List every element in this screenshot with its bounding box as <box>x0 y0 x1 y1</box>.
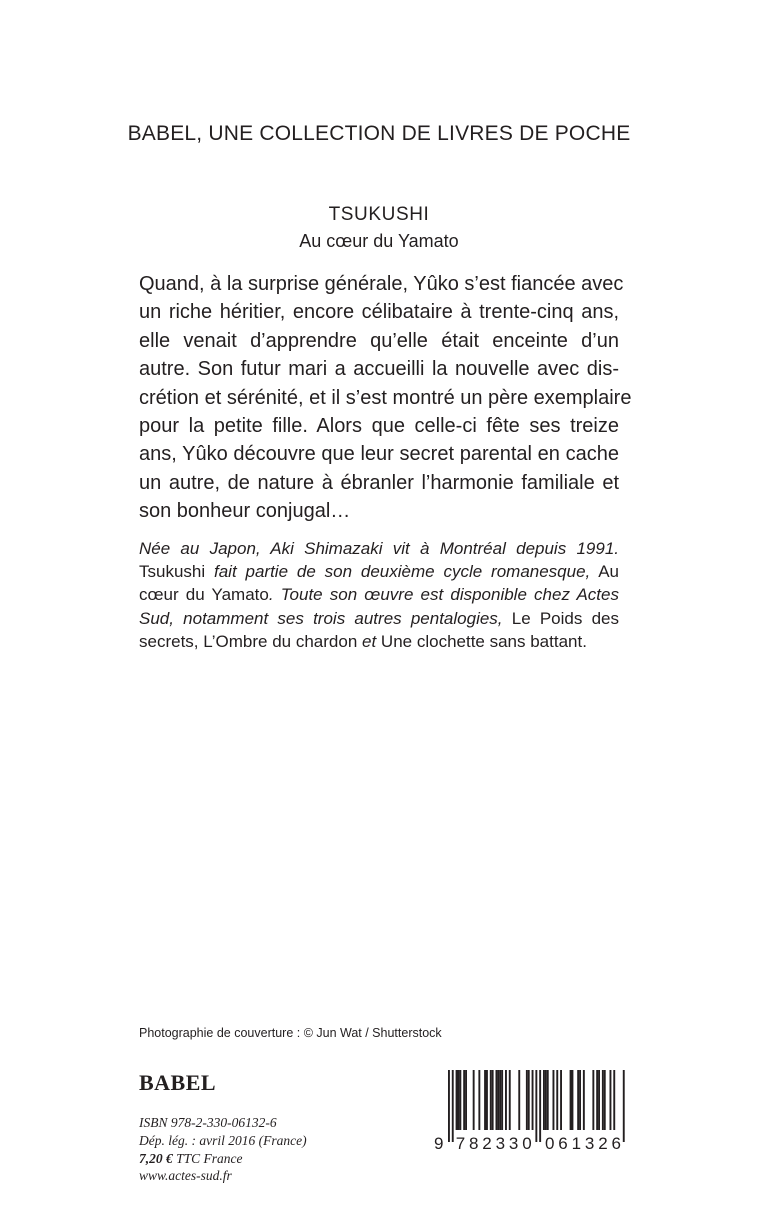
series-title-ref: Le Poids des <box>502 608 619 628</box>
barcode-digit: 0 <box>522 1134 532 1153</box>
author-bio <box>139 537 619 653</box>
barcode-bar <box>577 1070 579 1130</box>
synopsis-line: pour la petite fille. Alors que celle-ci fête ses treize <box>139 415 619 438</box>
barcode-bar <box>501 1070 503 1130</box>
barcode-bar <box>570 1070 572 1130</box>
synopsis <box>139 270 632 526</box>
cycle-title-ref: cœur du Yamato <box>139 585 269 605</box>
barcode-bar <box>473 1070 475 1130</box>
barcode-bar <box>598 1070 600 1130</box>
series-title-ref: secrets <box>139 631 194 651</box>
website: www.actes-sud.fr <box>139 1168 232 1184</box>
barcode-bar <box>526 1070 528 1130</box>
period: . <box>582 631 587 651</box>
book-subtitle: Au cœur du Yamato <box>299 231 459 251</box>
synopsis-line: autre. Son futur mari a accueilli la nouvelle avec dis- <box>139 358 619 381</box>
isbn: ISBN 978-2-330-06132-6 <box>139 1115 277 1130</box>
barcode-bar <box>528 1070 530 1130</box>
barcode-digit: 3 <box>508 1134 519 1153</box>
barcode-bar <box>452 1070 454 1142</box>
barcode-bar <box>579 1070 581 1130</box>
barcode-digits <box>432 1134 625 1156</box>
price-suffix: TTC France <box>172 1150 243 1166</box>
synopsis-line: elle venait d’apprendre qu’elle était enceinte d’un <box>139 329 619 352</box>
barcode-bar <box>486 1070 488 1130</box>
publisher-logo: BABEL <box>139 1070 217 1095</box>
barcode-bar <box>448 1070 450 1142</box>
publication-info <box>139 1114 307 1185</box>
cycle-title-ref: Au <box>590 562 619 582</box>
barcode-bar <box>604 1070 606 1130</box>
barcode-bar <box>496 1070 498 1130</box>
barcode-digit: 1 <box>571 1134 582 1153</box>
author-bio-text: Sud, notamment ses trois autres pentalogies, <box>139 608 503 628</box>
price-line <box>139 1150 307 1168</box>
barcode-bar <box>602 1070 604 1130</box>
barcode-bar <box>623 1070 625 1142</box>
barcode-bar <box>572 1070 574 1130</box>
synopsis-line: Quand, à la surprise générale, Yûko s’est fiancée avec <box>139 273 624 295</box>
barcode-digit: 0 <box>545 1134 555 1153</box>
barcode-bar <box>532 1070 534 1130</box>
barcode-digit: 8 <box>469 1134 479 1153</box>
barcode-bar <box>547 1070 549 1130</box>
barcode-bar <box>518 1070 520 1130</box>
barcode-bar <box>505 1070 507 1130</box>
barcode-digit: 2 <box>598 1134 608 1153</box>
author-bio-line <box>139 537 619 560</box>
barcode-bar <box>543 1070 545 1130</box>
synopsis-line: un riche héritier, encore célibataire à trente-cinq ans, <box>139 301 619 324</box>
barcode-bar <box>490 1070 492 1130</box>
barcode-digit: 6 <box>558 1134 568 1153</box>
barcode-bar <box>610 1070 612 1130</box>
price: 7,20 € <box>139 1150 173 1166</box>
barcode-bar <box>465 1070 467 1130</box>
barcode-bar <box>613 1070 615 1130</box>
barcode-bar <box>592 1070 594 1130</box>
synopsis-line: son bonheur conjugal… <box>139 500 351 523</box>
author-bio-line <box>139 607 619 630</box>
barcode-bar <box>492 1070 494 1130</box>
barcode-bar <box>545 1070 547 1130</box>
author-bio-line <box>139 560 619 583</box>
barcode-digit: 6 <box>611 1134 621 1153</box>
barcode-digit: 7 <box>455 1134 466 1153</box>
barcode-bar <box>596 1070 598 1130</box>
barcode-bar <box>463 1070 465 1130</box>
barcode-bar <box>556 1070 558 1130</box>
barcode-bar <box>456 1070 458 1130</box>
synopsis-line: ans, Yûko découvre que leur secret parental en cache <box>139 443 619 466</box>
book-title-ref: Tsukushi <box>139 562 206 582</box>
barcode-bar <box>478 1070 480 1130</box>
barcode-bar <box>458 1070 460 1130</box>
series-header: BABEL, UNE COLLECTION DE LIVRES DE POCHE <box>127 122 631 145</box>
author-bio-line <box>139 630 619 653</box>
author-bio-text: Née au Japon, Aki Shimazaki vit à Montréal depuis 1991. <box>139 539 619 558</box>
photo-credit: Photographie de couverture : © Jun Wat / Shutterstock <box>139 1026 442 1040</box>
barcode-bar <box>535 1070 537 1142</box>
barcode-digit: 3 <box>495 1134 506 1153</box>
author-bio-text: fait partie de son deuxième cycle romanesque, <box>205 562 591 582</box>
barcode-bar <box>539 1070 541 1142</box>
barcode-bar <box>497 1070 499 1130</box>
author-bio-text: . Toute son œuvre est disponible chez Actes <box>268 585 619 605</box>
separator: , <box>193 631 204 651</box>
barcode-digit: 3 <box>584 1134 595 1153</box>
barcode-bar <box>560 1070 562 1130</box>
synopsis-line: un autre, de nature à ébranler l’harmonie familiale et <box>139 471 619 494</box>
book-title: TSUKUSHI <box>328 204 430 225</box>
barcode-bar <box>459 1070 461 1130</box>
barcode-digit: 2 <box>482 1134 492 1153</box>
series-title-ref: L’Ombre du chardon <box>203 631 358 651</box>
barcode-bar <box>553 1070 555 1130</box>
synopsis-line: crétion et sérénité, et il s’est montré un père exemplaire <box>139 386 632 409</box>
author-bio-line <box>139 583 619 606</box>
barcode-digit: 9 <box>434 1134 444 1153</box>
barcode-bar <box>583 1070 585 1130</box>
barcode-bar <box>484 1070 486 1130</box>
barcode-bar <box>499 1070 501 1130</box>
legal-deposit: Dép. lég. : avril 2016 (France) <box>139 1132 307 1148</box>
conjunction: et <box>357 631 381 651</box>
series-title-ref: Une clochette sans battant <box>380 631 583 651</box>
barcode-bar <box>509 1070 511 1130</box>
